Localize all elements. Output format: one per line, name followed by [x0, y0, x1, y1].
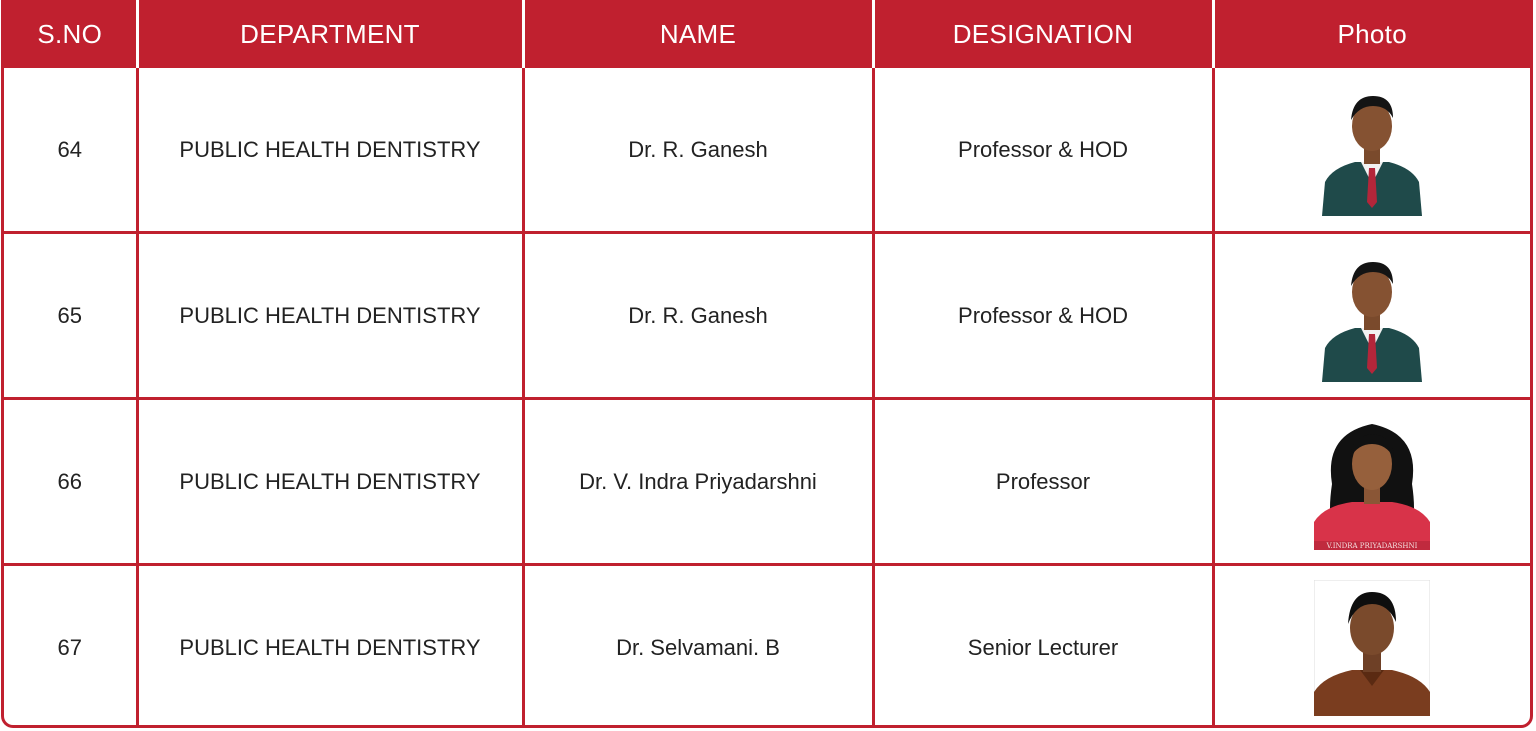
- faculty-table: [1, 0, 1533, 728]
- cell-designation: Professor: [873, 399, 1213, 565]
- cell-name: Dr. R. Ganesh: [523, 68, 873, 233]
- male-suit-portrait-image: [1317, 250, 1427, 382]
- cell-name: Dr. V. Indra Priyadarshni: [523, 399, 873, 565]
- table-row: [4, 565, 1530, 729]
- cell-sno: 66: [4, 399, 137, 565]
- table-row: [4, 233, 1530, 399]
- table-row: [4, 68, 1530, 233]
- cell-department: PUBLIC HEALTH DENTISTRY: [137, 233, 523, 399]
- header-photo: Photo: [1213, 0, 1530, 68]
- male-brown-shirt-portrait-image: [1314, 580, 1430, 716]
- cell-designation: Professor & HOD: [873, 233, 1213, 399]
- cell-sno: 64: [57, 136, 82, 162]
- cell-name: Dr. Selvamani. B: [523, 565, 873, 729]
- header-department: DEPARTMENT: [137, 0, 523, 68]
- cell-sno: 65: [4, 233, 137, 399]
- male-suit-portrait-image: [1317, 84, 1427, 216]
- cell-sno: 67: [4, 565, 137, 729]
- cell-designation: Professor & HOD: [873, 68, 1213, 233]
- cell-photo: [1213, 565, 1530, 729]
- header-name: NAME: [523, 0, 873, 68]
- cell-designation: Senior Lecturer: [873, 565, 1213, 729]
- header-designation: DESIGNATION: [873, 0, 1213, 68]
- cell-photo: [1213, 68, 1530, 233]
- cell-photo: [1213, 399, 1530, 565]
- cell-photo: [1213, 233, 1530, 399]
- photo-caption: V.INDRA PRIYADARSHNI: [1326, 541, 1418, 550]
- table-header: [4, 0, 1530, 68]
- cell-department: PUBLIC HEALTH DENTISTRY: [137, 68, 523, 233]
- cell-name: Dr. R. Ganesh: [523, 233, 873, 399]
- cell-department: PUBLIC HEALTH DENTISTRY: [137, 399, 523, 565]
- header-sno: S.NO: [4, 0, 137, 68]
- table-row: [4, 399, 1530, 565]
- female-red-top-portrait-image: [1314, 414, 1430, 550]
- cell-department: PUBLIC HEALTH DENTISTRY: [137, 565, 523, 729]
